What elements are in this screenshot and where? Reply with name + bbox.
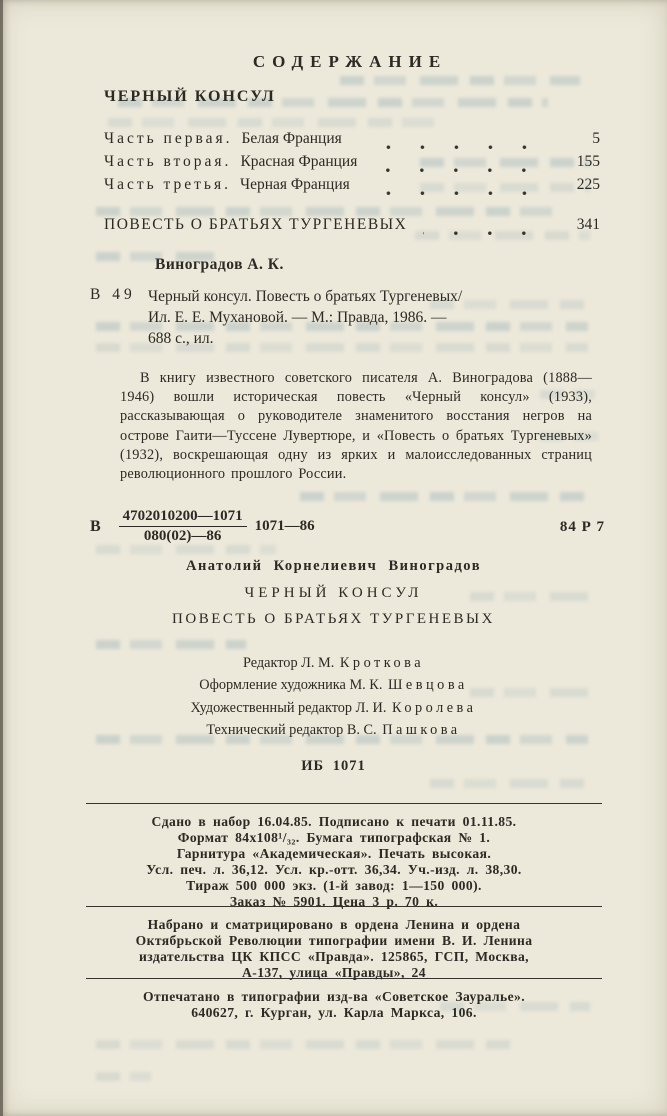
staff-surname: Кроткова [339, 655, 425, 671]
staff-surname: Пашкова [382, 721, 461, 738]
toc-page-number: 341 [576, 216, 600, 233]
toc-part-title: Белая Франция [241, 130, 342, 147]
toc-part-title: Красная Франция [240, 153, 358, 170]
catalog-code: В 49 [90, 286, 136, 303]
catalog-author: Виноградов А. К. [155, 256, 284, 273]
imprint-author-full: Анатолий Корнелиевич Виноградов [185, 558, 482, 574]
toc-row [104, 153, 600, 176]
dot-leader [358, 145, 556, 151]
staff-role: Оформление художника [199, 677, 346, 694]
toc-row [104, 130, 600, 153]
typesetting-line: Набрано и сматрицировано в ордена Ленина и ордена [147, 917, 521, 932]
catalog-entry-line: Черный консул. Повесть о братьях Тургеневых/ [148, 288, 463, 305]
staff-initials: Л. М. [301, 655, 335, 671]
toc-part-title: ПОВЕСТЬ О БРАТЬЯХ ТУРГЕНЕВЫХ [104, 216, 408, 233]
index-numerator: 4702010200—1071 [119, 508, 247, 527]
bleedthrough-texture [300, 492, 590, 501]
staff-line [0, 652, 667, 674]
bleedthrough-texture [96, 1040, 516, 1049]
toc-part-title: Черная Франция [240, 176, 350, 193]
bleedthrough-texture [430, 779, 590, 788]
printed-at-line: Отпечатано в типографии изд-ва «Советское Зауралье». [142, 989, 526, 1004]
staff-line [0, 719, 667, 741]
ib-number: ИБ 1071 [301, 758, 366, 774]
dot-leader [366, 191, 556, 197]
index-letter: В [90, 517, 101, 535]
catalog-index [90, 508, 315, 545]
toc-part-label: Часть первая. [104, 130, 233, 147]
toc-part-label: Часть третья. [104, 176, 231, 193]
imprint-book-subtitle: ПОВЕСТЬ О БРАТЬЯХ ТУРГЕНЕВЫХ [172, 611, 495, 627]
catalog-entry [148, 286, 608, 349]
dot-leader [423, 231, 556, 237]
toc-page-number: 155 [576, 153, 600, 170]
printing-line: Усл. печ. л. 36,12. Усл. кр.-отт. 36,34. Уч.-изд. л. 38,30. [146, 861, 522, 877]
staff-credits [0, 652, 667, 741]
contents-heading: СОДЕРЖАНИЕ [252, 52, 448, 71]
index-denominator: 080(02)—86 [143, 528, 222, 544]
catalog-entry-line: 688 с., ил. [148, 330, 214, 347]
dot-leader [373, 168, 556, 174]
staff-line [0, 697, 667, 719]
staff-surname: Шевцова [388, 677, 468, 694]
toc-part-label: Часть вторая. [104, 153, 232, 170]
typesetting-house-block [34, 917, 634, 981]
annotation-paragraph: В книгу известного советского писателя А. Виноградова (1888—1946) вошли историческая повесть «Черный консул» (1933), рассказывающая о руководителе знаменитого восстания негров на острове Гаити—Туссене Лувертюре, и «Повесть о братьях Тургеневых» (1932), воскрешающая одну из ярких и малоисследованных страниц революционного прошлого России. [120, 370, 592, 483]
staff-role: Технический редактор [206, 721, 344, 738]
bleedthrough-texture [96, 640, 246, 649]
bbk-code: 84 Р 7 [559, 519, 605, 535]
imprint-book-title: ЧЕРНЫЙ КОНСУЛ [244, 585, 423, 601]
horizontal-rule [86, 803, 602, 804]
typesetting-line: Октябрьской Революции типографии имени В. И. Ленина [135, 932, 533, 948]
bleedthrough-texture [96, 545, 276, 554]
staff-surname: Королева [392, 699, 477, 716]
staff-line [0, 674, 667, 696]
toc-page-number: 225 [576, 176, 600, 193]
staff-initials: В. С. [346, 721, 377, 738]
printing-line: Тираж 500 000 экз. (1-й завод: 1—150 000). [186, 877, 482, 893]
typesetting-line: А-137, улица «Правды», 24 [242, 964, 426, 980]
toc-row [104, 216, 600, 239]
staff-role: Редактор [242, 655, 298, 671]
printing-line: Гарнитура «Академическая». Печать высокая. [176, 845, 492, 861]
bleedthrough-texture [108, 118, 438, 127]
printing-line: Заказ № 5901. Цена 3 р. 70 к. [229, 893, 439, 909]
catalog-entry-line: Ил. Е. Е. Мухановой. — М.: Правда, 1986. — [148, 309, 447, 326]
typesetting-line: издательства ЦК КПСС «Правда». 125865, ГСП, Москва, [139, 948, 529, 964]
printed-at-block [34, 989, 634, 1021]
printing-data-block [34, 814, 634, 909]
bleedthrough-texture [96, 1072, 151, 1081]
printing-line: Сдано в набор 16.04.85. Подписано к печати 01.11.85. [151, 814, 517, 829]
staff-initials: Л. И. [355, 699, 387, 716]
bleedthrough-texture [340, 76, 580, 85]
index-suffix: 1071—86 [254, 518, 315, 534]
staff-role: Художественный редактор [190, 699, 353, 716]
toc-page-number: 5 [592, 130, 600, 147]
bleedthrough-texture [96, 207, 566, 216]
toc-section-title: ЧЕРНЫЙ КОНСУЛ [104, 88, 276, 105]
toc-row [104, 176, 600, 199]
table-of-contents [104, 130, 600, 199]
printing-line: Формат 84х108¹/₃₂. Бумага типографская № 1. [177, 829, 491, 845]
printed-at-line: 640627, г. Курган, ул. Карла Маркса, 106. [191, 1004, 477, 1020]
index-fraction [119, 508, 247, 545]
staff-initials: М. К. [349, 677, 383, 694]
